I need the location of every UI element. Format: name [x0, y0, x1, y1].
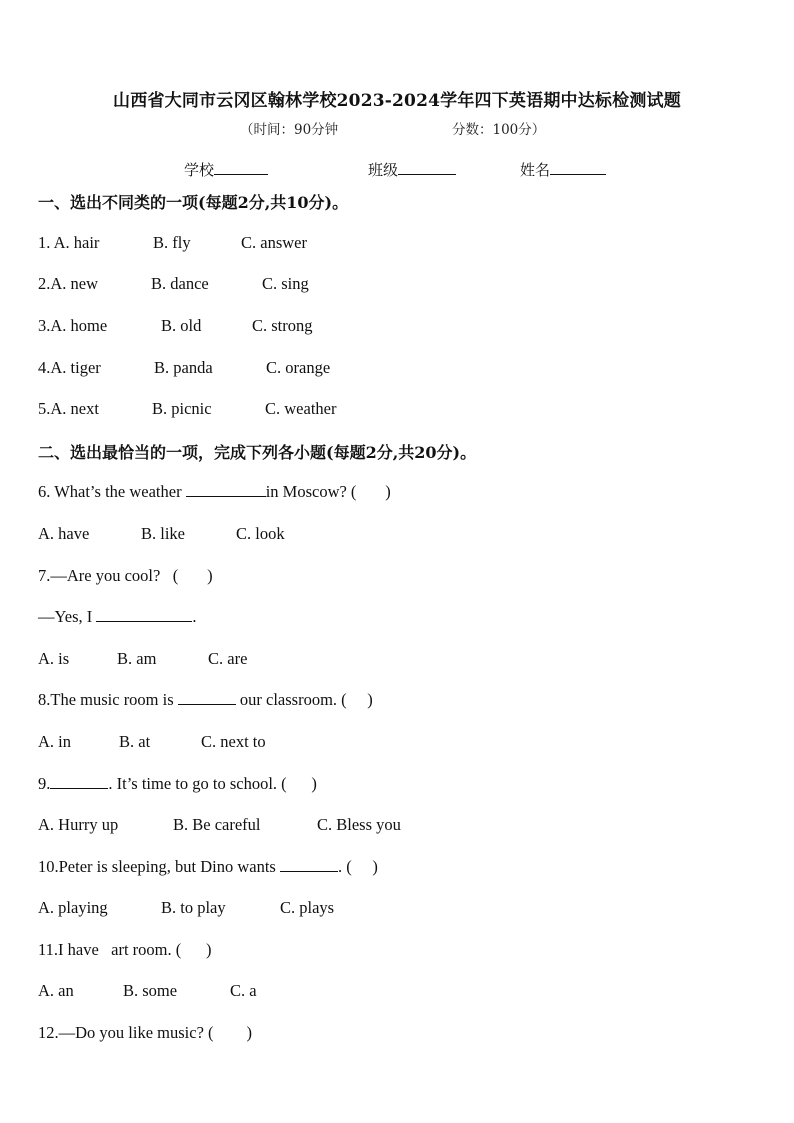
exam-title: 山西省大同市云冈区翰林学校2023-2024学年四下英语期中达标检测试题	[113, 91, 681, 111]
question-9	[38, 774, 317, 794]
q5-option-c: C. weather	[265, 399, 337, 418]
question-7: 7.—Are you cool? ( )	[38, 566, 213, 585]
school-label: 学校	[184, 161, 215, 179]
q5-option-b: B. picnic	[152, 399, 212, 418]
school-blank	[214, 160, 268, 175]
q9-option-c: C. Bless you	[317, 815, 401, 834]
name-field	[520, 159, 606, 180]
q2-option-a: 2.A. new	[38, 274, 99, 293]
q10-option-c: C. plays	[280, 898, 335, 917]
section1-heading: 一、选出不同类的一项(每题2分,共10分)。	[38, 193, 349, 212]
q10-option-a: A. playing	[38, 898, 108, 917]
q7-option-b: B. am	[117, 649, 157, 668]
q2-option-c: C. sing	[262, 274, 309, 293]
exam-time: （时间：90分钟	[240, 122, 339, 138]
q10-option-b: B. to play	[161, 898, 226, 917]
q6-option-b: B. like	[141, 524, 185, 543]
q7-option-a: A. is	[38, 649, 70, 668]
q9-text-start: 9.	[38, 774, 51, 793]
q4-option-c: C. orange	[266, 358, 331, 377]
q9-blank	[50, 774, 108, 789]
school-field	[184, 159, 268, 180]
q8-option-c: C. next to	[201, 732, 266, 751]
name-blank	[550, 160, 606, 175]
q8-text-start: 8.The music room is	[38, 690, 178, 709]
q8-blank	[178, 690, 236, 705]
q4-option-a: 4.A. tiger	[38, 358, 101, 377]
exam-score: 分数：100分）	[452, 122, 546, 138]
q6-option-c: C. look	[236, 524, 285, 543]
q5-option-a: 5.A. next	[38, 399, 99, 418]
q9-option-b: B. Be careful	[173, 815, 261, 834]
question-11: 11.I have art room. ( )	[38, 940, 212, 959]
q7-blank	[96, 607, 192, 622]
q6-text-end: in Moscow? ( )	[265, 482, 391, 501]
class-label: 班级	[368, 161, 399, 179]
q7-reply	[38, 607, 197, 627]
q7-reply-end: .	[192, 607, 197, 626]
q8-text-end: our classroom. ( )	[235, 690, 373, 709]
question-8	[38, 690, 373, 710]
name-label: 姓名	[520, 161, 551, 179]
q6-text-start: 6. What’s the weather	[38, 482, 186, 501]
q7-reply-start: —Yes, I	[38, 607, 97, 626]
q9-text-end: . It’s time to go to school. ( )	[108, 774, 317, 793]
q3-option-a: 3.A. home	[38, 316, 108, 335]
q2-option-b: B. dance	[151, 274, 209, 293]
q8-option-a: A. in	[38, 732, 71, 751]
question-6	[38, 482, 391, 502]
q6-option-a: A. have	[38, 524, 90, 543]
q9-option-a: A. Hurry up	[38, 815, 119, 834]
question-10	[38, 857, 378, 877]
q6-blank	[186, 482, 266, 497]
q1-option-b: B. fly	[153, 233, 191, 252]
q11-option-b: B. some	[123, 981, 178, 1000]
q1-option-a: 1. A. hair	[38, 233, 100, 252]
q10-blank	[280, 857, 338, 872]
question-12: 12.—Do you like music? ( )	[38, 1023, 253, 1042]
q8-option-b: B. at	[119, 732, 151, 751]
q1-option-c: C. answer	[241, 233, 307, 252]
q11-option-a: A. an	[38, 981, 74, 1000]
class-field	[368, 159, 456, 180]
class-blank	[398, 160, 456, 175]
q10-text-start: 10.Peter is sleeping, but Dino wants	[38, 857, 280, 876]
q11-option-c: C. a	[230, 981, 257, 1000]
q10-text-end: . ( )	[337, 857, 378, 876]
q7-option-c: C. are	[208, 649, 248, 668]
q4-option-b: B. panda	[154, 358, 213, 377]
section2-heading: 二、选出最恰当的一项，完成下列各小题(每题2分,共20分)。	[38, 443, 477, 462]
q3-option-b: B. old	[161, 316, 202, 335]
q3-option-c: C. strong	[252, 316, 313, 335]
